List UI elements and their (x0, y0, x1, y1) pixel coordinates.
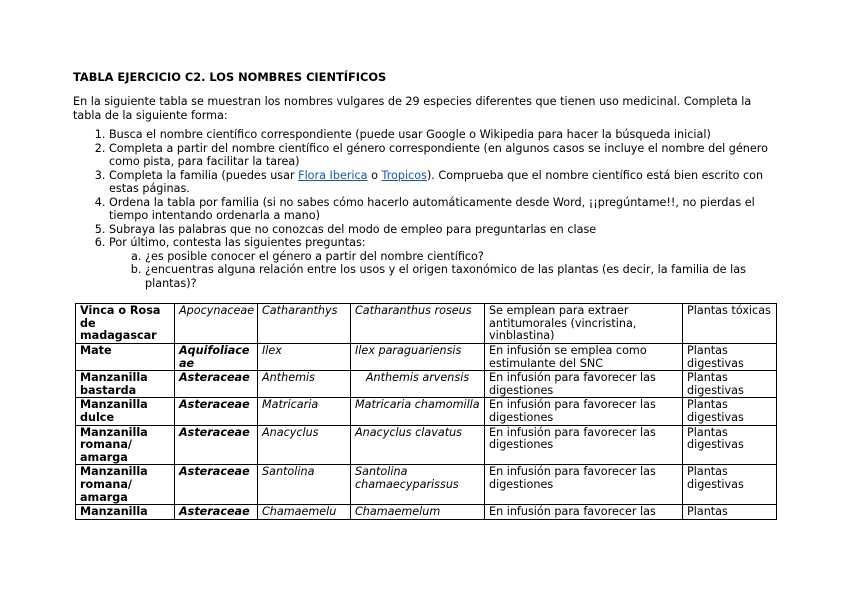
genus-cell: Chamaemelu (258, 505, 351, 520)
family-cell: Asteraceae (175, 465, 258, 505)
category-cell: Plantas digestivas (683, 425, 777, 465)
table-row (76, 425, 777, 465)
common-name-cell: Vinca o Rosa de madagascar (76, 304, 175, 344)
family-cell: Asteraceae (175, 425, 258, 465)
scientific-name-cell: Ilex paraguariensis (351, 344, 485, 371)
step3-text-before: Completa la familia (puedes usar (109, 168, 299, 182)
plants-table (75, 303, 777, 520)
scientific-name-cell: Anacyclus clavatus (351, 425, 485, 465)
genus-cell: Anacyclus (258, 425, 351, 465)
genus-cell: Santolina (258, 465, 351, 505)
list-item: 2. Completa a partir del nombre científico el género correspondiente (en algunos casos se incluye el nombre del género como pista, para facilitar la tarea) (109, 142, 781, 169)
scientific-name-cell: Catharanthus roseus (351, 304, 485, 344)
genus-cell: Anthemis (258, 371, 351, 398)
common-name-cell: Manzanilla (76, 505, 175, 520)
list-item: 4. Ordena la tabla por familia (si no sabes cómo hacerlo automáticamente desde Word, ¡¡pregúntame!!, no pierdas el tiempo intentando ordenarla a mano) (109, 196, 781, 223)
category-cell: Plantas digestivas (683, 398, 777, 425)
family-cell: Asteraceae (175, 371, 258, 398)
common-name-cell: Manzanilla romana/ amarga (76, 425, 175, 465)
instruction-list (73, 128, 781, 290)
family-cell: Asteraceae (175, 505, 258, 520)
category-cell: Plantas digestivas (683, 465, 777, 505)
list-item (109, 169, 781, 196)
use-cell: En infusión para favorecer las digestiones (485, 398, 683, 425)
tropicos-link[interactable]: Tropicos (381, 168, 427, 182)
use-cell: En infusión se emplea como estimulante del SNC (485, 344, 683, 371)
family-cell: Aquifoliaceae (175, 344, 258, 371)
common-name-cell: Manzanilla romana/ amarga (76, 465, 175, 505)
document-page (73, 70, 781, 290)
use-cell: En infusión para favorecer las digestiones (485, 371, 683, 398)
flora-iberica-link[interactable]: Flora Iberica (298, 168, 368, 182)
scientific-name-cell: Anthemis arvensis (351, 371, 485, 398)
scientific-name-cell: Matricaria chamomilla (351, 398, 485, 425)
category-cell: Plantas tóxicas (683, 304, 777, 344)
category-cell: Plantas digestivas (683, 344, 777, 371)
step3-text-middle: o (367, 168, 382, 182)
use-cell: En infusión para favorecer las digestiones (485, 465, 683, 505)
genus-cell: Ilex (258, 344, 351, 371)
common-name-cell: Mate (76, 344, 175, 371)
table-row (76, 371, 777, 398)
table-row (76, 304, 777, 344)
common-name-cell: Manzanilla dulce (76, 398, 175, 425)
scientific-name-cell: Santolina chamaecyparissus (351, 465, 485, 505)
category-cell: Plantas digestivas (683, 371, 777, 398)
step3-text-after: ). Comprueba que el nombre científico está bien escrito con estas páginas. (109, 168, 764, 195)
genus-cell: Matricaria (258, 398, 351, 425)
use-cell: En infusión para favorecer las digestiones (485, 425, 683, 465)
family-cell: Asteraceae (175, 398, 258, 425)
category-cell: Plantas (683, 505, 777, 520)
intro-paragraph: En la siguiente tabla se muestran los nombres vulgares de 29 especies diferentes que tienen uso medicinal. Completa la tabla de la siguiente forma: (73, 95, 752, 122)
use-cell: Se emplean para extraer antitumorales (vincristina, vinblastina) (485, 304, 683, 344)
use-cell: En infusión para favorecer las (485, 505, 683, 520)
question-item: a. ¿es posible conocer el género a partir del nombre científico? (145, 250, 781, 264)
family-cell: Apocynaceae (175, 304, 258, 344)
table-row (76, 398, 777, 425)
list-item: 1. Busca el nombre científico correspondiente (puede usar Google o Wikipedia para hacer la búsqueda inicial) (109, 128, 781, 142)
scientific-name-cell: Chamaemelum (351, 505, 485, 520)
question-list (109, 250, 781, 291)
genus-cell: Catharanthys (258, 304, 351, 344)
common-name-cell: Manzanilla bastarda (76, 371, 175, 398)
page-title: TABLA EJERCICIO C2. LOS NOMBRES CIENTÍFICOS (73, 70, 387, 84)
list-item: 5. Subraya las palabras que no conozcas del modo de empleo para preguntarlas en clase (109, 223, 781, 237)
question-item: b. ¿encuentras alguna relación entre los usos y el origen taxonómico de las plantas (es decir, la familia de las plantas)? (145, 263, 781, 290)
table-row (76, 465, 777, 505)
table-row (76, 505, 777, 520)
list-item-text: Por último, contesta las siguientes preguntas: (109, 236, 366, 249)
list-item (109, 236, 781, 290)
table-row (76, 344, 777, 371)
